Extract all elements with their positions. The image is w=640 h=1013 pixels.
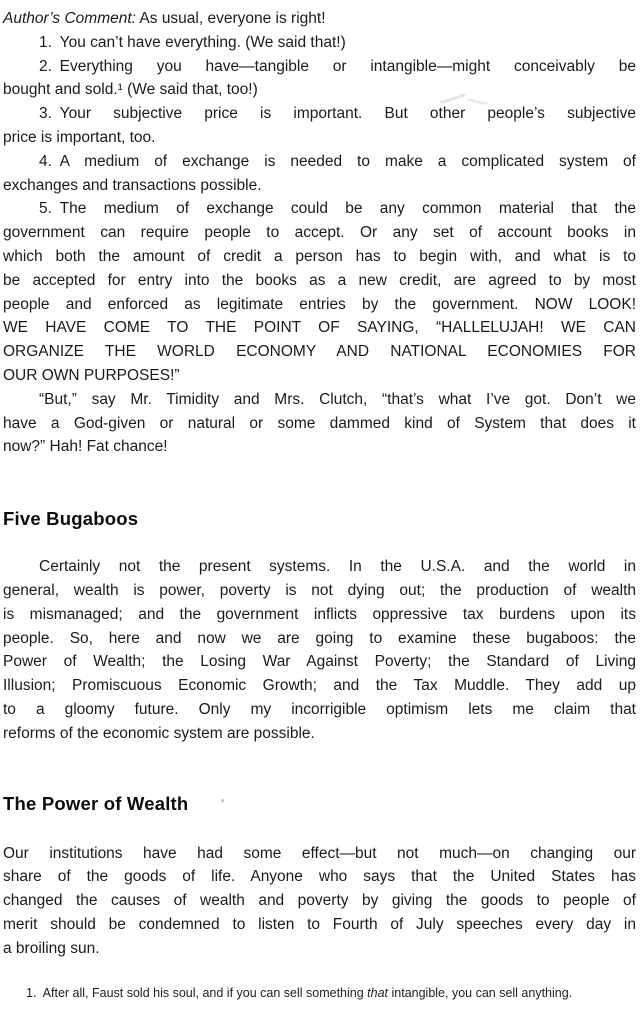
text-run: be accepted for entry into the books as a new credit, are agreed to by most	[3, 271, 636, 289]
text-line	[26, 985, 636, 1001]
text-run: OUR OWN PURPOSES!”	[3, 366, 180, 384]
footnote	[3, 985, 636, 1001]
list-item-4	[3, 150, 636, 198]
text-line	[3, 412, 636, 436]
text-run: intangible, you can sell anything.	[388, 985, 573, 1000]
text-run: people. So, here and now we are going to examine these bugaboos: the	[3, 629, 636, 647]
text-run: people and enforced as legitimate entries by the government. NOW LOOK!	[3, 295, 636, 313]
text-run: As usual, everyone is right!	[135, 10, 326, 27]
text-line	[3, 364, 636, 388]
text-line	[3, 865, 636, 889]
text-run: Certainly not the present systems. In the U.S.A. and the world in	[39, 558, 636, 576]
text-run: merit should be condemned to listen to Fourth of July speeches every day in	[3, 915, 636, 933]
text-line	[3, 603, 636, 627]
text-run: changed the causes of wealth and poverty by giving the goods to people of	[3, 892, 636, 910]
text-line	[3, 174, 636, 198]
text-line	[3, 388, 636, 412]
text-run: 1. After all, Faust sold his soul, and if you can sell something	[26, 985, 368, 1000]
text-line	[3, 913, 636, 937]
text-run: to a gloomy future. Only my incorrigible optimism lets me claim that	[3, 700, 636, 718]
text-run: bought and sold.¹ (We said that, too!)	[3, 81, 258, 99]
author-comment-paragraph	[3, 7, 636, 31]
text-run: price is important, too.	[3, 128, 156, 146]
text-line	[3, 31, 636, 55]
list-item-5	[3, 197, 636, 387]
text-run: 4. A medium of exchange is needed to make a complicated system of	[39, 152, 636, 170]
text-run: Our institutions have had some effect—but not much—on changing our	[3, 844, 636, 862]
text-line	[3, 650, 636, 674]
text-line	[3, 555, 636, 579]
text-line	[3, 78, 636, 102]
text-line	[3, 150, 636, 174]
but-paragraph	[3, 388, 636, 459]
text-run: 5. The medium of exchange could be any common material that the	[39, 200, 636, 218]
text-line	[3, 55, 636, 79]
text-line	[3, 435, 636, 459]
text-line	[3, 102, 636, 126]
text-run: 2. Everything you have—tangible or intangible—might conceivably be	[39, 57, 636, 75]
list-item-1	[3, 31, 636, 55]
list-item-2	[3, 55, 636, 103]
text-line	[3, 674, 636, 698]
text-line	[3, 698, 636, 722]
text-line	[3, 126, 636, 150]
text-line	[3, 293, 636, 317]
italic-text-run: that	[367, 985, 389, 1000]
text-line	[3, 579, 636, 603]
power-paragraph	[3, 842, 636, 961]
text-line	[3, 221, 636, 245]
text-run: which both the amount of credit a person has to begin with, and what is to	[3, 247, 636, 265]
heading-five-bugaboos: Five Bugaboos	[3, 508, 139, 530]
text-run: reforms of the economic system are possible.	[3, 724, 315, 742]
text-run: now?” Hah! Fat chance!	[3, 438, 168, 456]
text-line	[3, 627, 636, 651]
text-run: exchanges and transactions possible.	[3, 176, 262, 194]
text-line	[3, 316, 636, 340]
text-line	[3, 889, 636, 913]
text-run: a broiling sun.	[3, 939, 100, 957]
text-run: Power of Wealth; the Losing War Against Poverty; the Standard of Living	[3, 653, 636, 671]
text-run: have a God-given or natural or some dammed kind of System that does it	[3, 414, 636, 432]
text-run: share of the goods of life. Anyone who says that the United States has	[3, 868, 636, 886]
text-line	[3, 340, 636, 364]
bugaboos-paragraph	[3, 555, 636, 745]
list-item-3	[3, 102, 636, 150]
text-line	[3, 937, 636, 961]
text-line	[3, 197, 636, 221]
text-line	[3, 269, 636, 293]
text-line	[3, 842, 636, 866]
text-run: ORGANIZE THE WORLD ECONOMY AND NATIONAL ECONOMIES FOR	[3, 343, 636, 361]
text-run: 1. You can’t have everything. (We said that!)	[39, 33, 346, 51]
heading-power-of-wealth: The Power of Wealth	[3, 792, 189, 814]
text-line	[3, 245, 636, 269]
text-line	[3, 7, 636, 31]
italic-text-run: Author’s Comment:	[3, 10, 136, 27]
text-run: WE HAVE COME TO THE POINT OF SAYING, “HALLELUJAH! WE CAN	[3, 319, 636, 337]
text-run: general, wealth is power, poverty is not dying out; the production of wealth	[3, 581, 636, 599]
text-run: 3. Your subjective price is important. But other people’s subjective	[39, 105, 636, 123]
text-run: government can require people to accept. Or any set of account books in	[3, 224, 636, 242]
text-run: Illusion; Promiscuous Economic Growth; and the Tax Muddle. They add up	[3, 677, 636, 695]
text-run: is mismanaged; and the government inflicts oppressive tax burdens upon its	[3, 605, 636, 623]
text-line	[3, 722, 636, 746]
text-run: “But,” say Mr. Timidity and Mrs. Clutch, “that’s what I’ve got. Don’t we	[39, 390, 636, 408]
